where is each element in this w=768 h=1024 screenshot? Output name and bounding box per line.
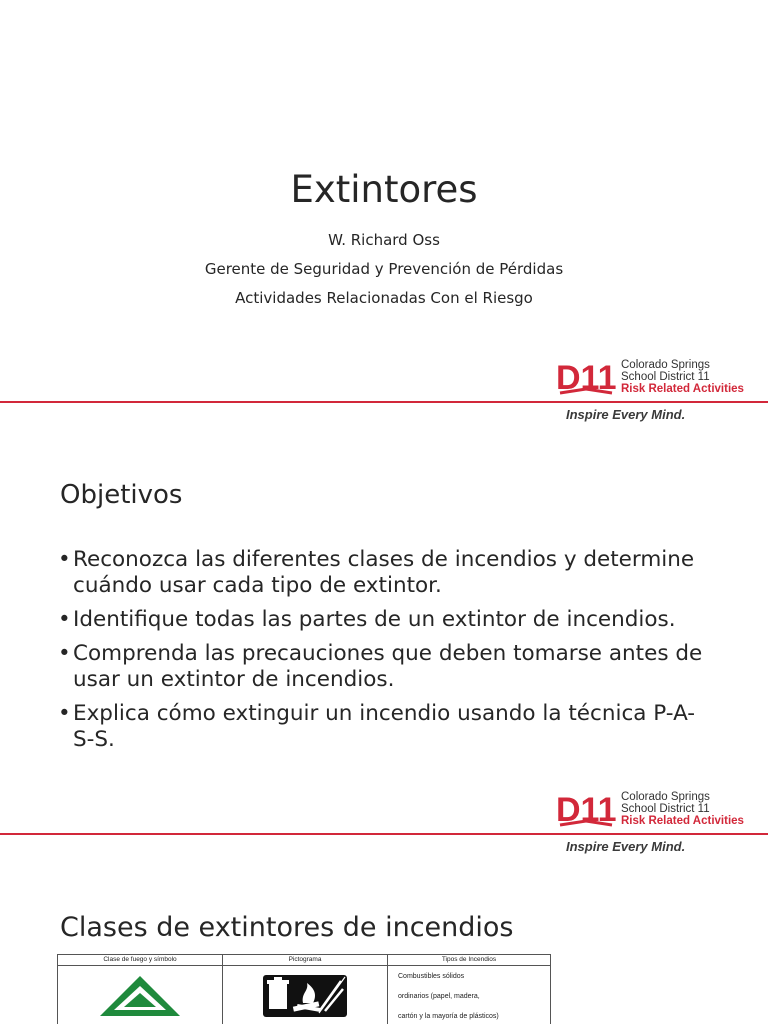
objectives-heading: Objetivos [60, 480, 183, 510]
class-symbol-cell [58, 966, 223, 1024]
district-line-1: Colorado Springs [621, 791, 710, 803]
fire-type-line: cartón y la mayoría de plásticos) [398, 1013, 499, 1020]
fire-type-line: ordinarios (papel, madera, [398, 993, 480, 1000]
objective-item: • Reconozca las diferentes clases de incendios y determine cuándo usar cada tipo de extintor. [58, 547, 708, 599]
district-line-2: School District 11 [621, 371, 710, 383]
table-header-row [58, 955, 551, 966]
district-name [621, 359, 744, 395]
objective-item: • Comprenda las precauciones que deben tomarse antes de usar un extintor de incendios. [58, 641, 708, 693]
district-line-2: School District 11 [621, 803, 710, 815]
presenter-name: W. Richard Oss [328, 231, 440, 249]
slide-extinguisher-classes [0, 864, 768, 1024]
slide-title [0, 0, 768, 432]
d11-logo-icon [556, 359, 616, 397]
logo-text: D11 [556, 359, 616, 397]
fire-classes-table [57, 954, 551, 1024]
presenter-role: Gerente de Seguridad y Prevención de Pérdidas [204, 260, 564, 278]
column-header-class: Clase de fuego y símbolo [58, 955, 223, 966]
slide-title-text: Extintores [290, 168, 478, 211]
district-name [621, 791, 744, 827]
column-header-types: Tipos de Incendios [388, 955, 551, 966]
class-letter: A [139, 1006, 141, 1007]
objectives-list [58, 547, 708, 761]
column-header-pictogram: Pictograma [223, 955, 388, 966]
brand-divider [0, 833, 768, 835]
fire-type-line: Combustibles sólidos [398, 973, 465, 980]
logo-text: D11 [556, 791, 616, 829]
brand-footer [0, 788, 768, 860]
objective-item: • Identifique todas las partes de un extintor de incendios. [58, 607, 708, 633]
pictogram-cell [223, 966, 388, 1024]
table-row [58, 966, 551, 1024]
class-a-triangle-icon [98, 974, 182, 1018]
brand-tagline: Inspire Every Mind. [566, 407, 686, 422]
fire-types-cell [388, 966, 551, 1024]
brand-tagline: Inspire Every Mind. [566, 839, 686, 854]
department-name: Risk Related Activities [621, 383, 744, 395]
d11-logo-icon [556, 791, 616, 829]
slide-objectives [0, 432, 768, 864]
trash-wood-fire-pictogram-icon [263, 975, 347, 1017]
brand-footer [0, 356, 768, 428]
classes-heading: Clases de extintores de incendios [60, 912, 514, 943]
department-name: Risk Related Activities [621, 815, 744, 827]
objective-item: • Explica cómo extinguir un incendio usando la técnica P-A-S-S. [58, 701, 708, 753]
brand-divider [0, 401, 768, 403]
district-line-1: Colorado Springs [621, 359, 710, 371]
presenter-department: Actividades Relacionadas Con el Riesgo [235, 289, 533, 307]
